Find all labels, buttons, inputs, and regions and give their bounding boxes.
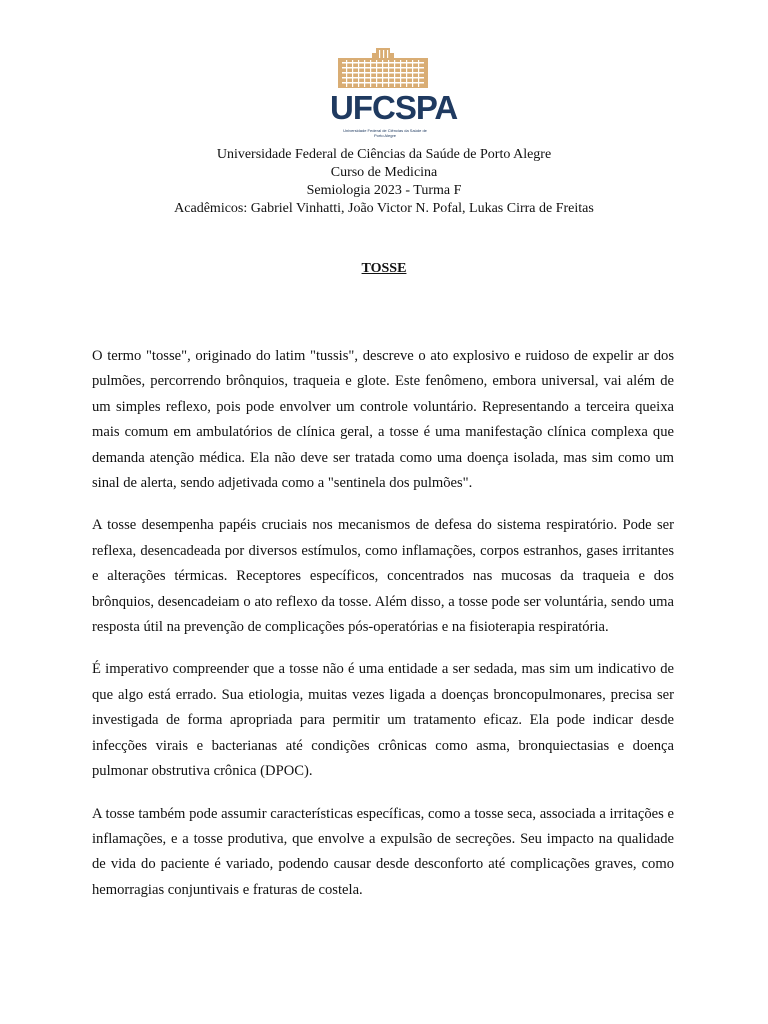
- paragraph: É imperativo compreender que a tosse não é uma entidade a ser sedada, mas sim um indicativo de que algo está errado. Sua etiologia, muitas vezes ligada a doenças broncopulmonares, precisa ser investigada de forma apropriada para permitir um tratamento eficaz. Ela pode indicar desde infecções virais e bacterianas até condições crônicas como asma, bronquiectasias e doença pulmonar obstrutiva crônica (DPOC).: [92, 661, 674, 780]
- logo-wordmark: UFCSPA: [330, 89, 458, 126]
- document-body: [92, 344, 674, 920]
- document-title: TOSSE: [361, 261, 407, 276]
- document-header: [0, 146, 768, 218]
- paragraph: O termo "tosse", originado do latim "tussis", descreve o ato explosivo e ruidoso de expelir ar dos pulmões, percorrendo brônquios, traqueia e glote. Este fenômeno, embora universal, vai além de um simples reflexo, pois pode envolver um controle voluntário. Representando a terceira queixa mais comum em ambulatórios de clínica geral, a tosse é uma manifestação clínica complexa que demanda atenção médica. Ela não deve ser tratada como uma doença isolada, mas sim como um sinal de alerta, sendo adjetivada como a "sentinela dos pulmões".: [92, 348, 674, 492]
- building-icon: [336, 48, 430, 88]
- authors-line: Acadêmicos: Gabriel Vinhatti, João Victor N. Pofal, Lukas Cirra de Freitas: [174, 201, 594, 216]
- paragraph: A tosse desempenha papéis cruciais nos mecanismos de defesa do sistema respiratório. Pode ser reflexa, desencadeada por diversos estímulos, como inflamações, corpos estranhos, gases irritantes e alterações térmicas. Receptores específicos, concentrados nas mucosas da traqueia e dos brônquios, desencadeiam o ato reflexo da tosse. Além disso, a tosse pode ser voluntária, sendo uma resposta útil na prevenção de complicações pós-operatórias e na fisioterapia respiratória.: [92, 517, 674, 636]
- paragraph: A tosse também pode assumir características específicas, como a tosse seca, associada a irritações e inflamações, e a tosse produtiva, que envolve a expulsão de secreções. Seu impacto na qualidade de vida do paciente é variado, podendo causar desde desconforto até complicações graves, como hemorragias conjuntivais e fraturas de costela.: [92, 805, 674, 898]
- course-name: Curso de Medicina: [330, 165, 438, 180]
- class-name: Semiologia 2023 - Turma F: [306, 183, 462, 198]
- ufcspa-logo: [330, 48, 458, 140]
- logo-subtitle: Universidade Federal de Ciências da Saúde de Porto Alegre: [343, 128, 427, 138]
- university-name: Universidade Federal de Ciências da Saúde de Porto Alegre: [216, 147, 552, 162]
